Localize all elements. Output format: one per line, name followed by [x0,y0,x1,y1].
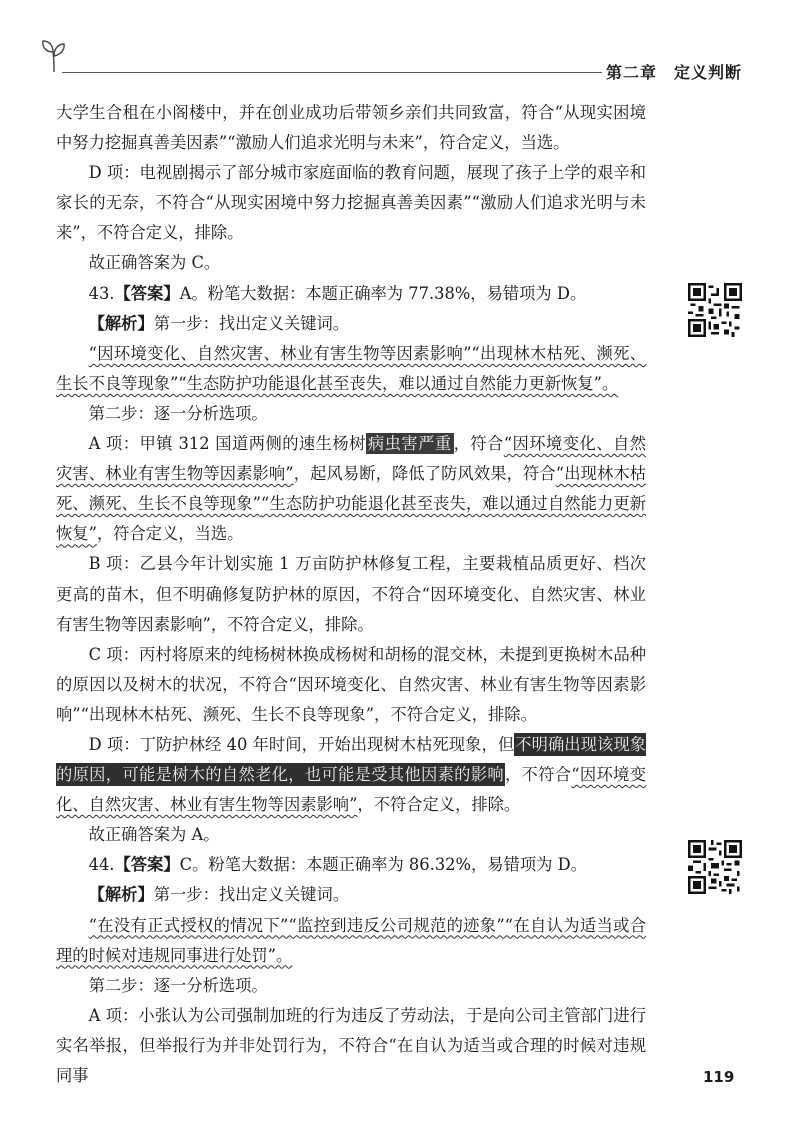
question-44-analysis [56,880,646,910]
option-text: ，不符合 [504,765,572,785]
paragraph: 故正确答案为 C。 [88,253,221,273]
page-header [0,0,800,90]
option-text: ，起风易断，降低了防风效果，符合 [293,464,556,484]
question-number: 43. [88,283,115,303]
option-text: ，不符合定义，排除。 [357,795,521,815]
analysis-tag: 【解析】 [88,313,154,333]
paragraph: 第二步：逐一分析选项。 [88,975,268,995]
option-c: C 项：丙村将原来的纯杨树林换成杨树和胡杨的混交林，未提到更换树木品种的原因以及树木的状况，不符合“因环境变化、自然灾害、林业有害生物等因素影响”“出现林木枯死、濒死、生长不良等现象”，不符合定义，排除。 [56,644,646,724]
highlighted-text: 病虫害严重 [367,434,452,454]
analysis-text: 第一步：找出定义关键词。 [153,313,350,333]
keyword-phrases: “在没有正式授权的情况下”“监控到违反公司规范的迹象”“在自认为适当或合理的时候对违规同事进行处罚”。 [56,915,646,965]
highlighted-text: 不明确出现该现象的原因，可能是树木的自然老化，也可能是受其他因素的影响 [56,734,646,785]
leaf-sprout-icon [40,38,68,74]
definition-keywords [56,911,646,971]
definition-keywords [56,339,646,399]
quoted-keyword: “生态防护功能退化甚至丧失，难以通过自然能力更新恢复” [56,494,647,544]
quoted-keyword: “因环境变化、自然灾害、林业有害生物等因素影响” [56,434,646,484]
answer-text: A。粉笔大数据：本题正确率为 77.38%，易错项为 D。 [179,283,587,303]
option-text: ，符合 [453,434,504,454]
paragraph: 故正确答案为 A。 [88,825,220,845]
paragraph: 第二步：逐一分析选项。 [88,403,268,423]
quoted-keyword: “因环境变化、自然灾害、林业有害生物等因素影响” [56,765,646,815]
option-a: A 项：小张认为公司强制加班的行为违反了劳动法，于是向公司主管部门进行实名举报，但举报行为并非处罚行为，不符合“在自认为适当或合理的时候对违规同事 [56,1005,646,1085]
analysis-text: 第一步：找出定义关键词。 [153,885,350,905]
analysis-tag: 【解析】 [88,885,154,905]
page-number: 119 [703,1068,735,1086]
question-number: 44. [88,855,115,875]
keyword-phrases: “因环境变化、自然灾害、林业有害生物等因素影响”“出现林木枯死、濒死、生长不良等现象”“生态防护功能退化甚至丧失，难以通过自然能力更新恢复”。 [56,343,646,393]
option-text: D 项：丁防护林经 40 年时间，开始出现树木枯死现象，但 [88,734,515,754]
option-a [56,429,646,549]
chapter-title: 第二章 定义判断 [606,63,743,82]
option-b: B 项：乙县今年计划实施 1 万亩防护林修复工程，主要栽植品质更好、档次更高的苗木，但不明确修复防护林的原因，不符合“因环境变化、自然灾害、林业有害生物等因素影响”，不符合定义，排除。 [56,554,646,634]
paragraph: 大学生合租在小阁楼中，并在创业成功后带领乡亲们共同致富，符合“从现实困境中努力挖掘真善美因素”“激励人们追求光明与未来”，符合定义，当选。 [56,103,646,153]
qr-code-icon[interactable] [688,840,742,894]
answer-text: C。粉笔大数据：本题正确率为 86.32%，易错项为 D。 [179,855,587,875]
header-divider [62,72,602,73]
option-text: A 项：甲镇 312 国道两侧的速生杨树 [88,434,366,454]
quoted-keyword: “出现林木枯死、濒死、生长不良等现象” [56,464,646,514]
qr-code-icon[interactable] [688,283,742,337]
answer-tag: 【答案】 [114,283,180,303]
question-44-answer [56,850,646,880]
question-43-analysis [56,309,646,339]
question-43-answer [56,279,646,309]
option-d [56,730,646,820]
option-text: ，符合定义，当选。 [96,524,244,544]
paragraph: D 项：电视剧揭示了部分城市家庭面临的教育问题，展现了孩子上学的艰辛和家长的无奈，不符合“从现实困境中努力挖掘真善美因素”“激励人们追求光明与未来”，不符合定义，排除。 [56,163,646,243]
page-content [56,98,646,1091]
answer-tag: 【答案】 [114,855,180,875]
